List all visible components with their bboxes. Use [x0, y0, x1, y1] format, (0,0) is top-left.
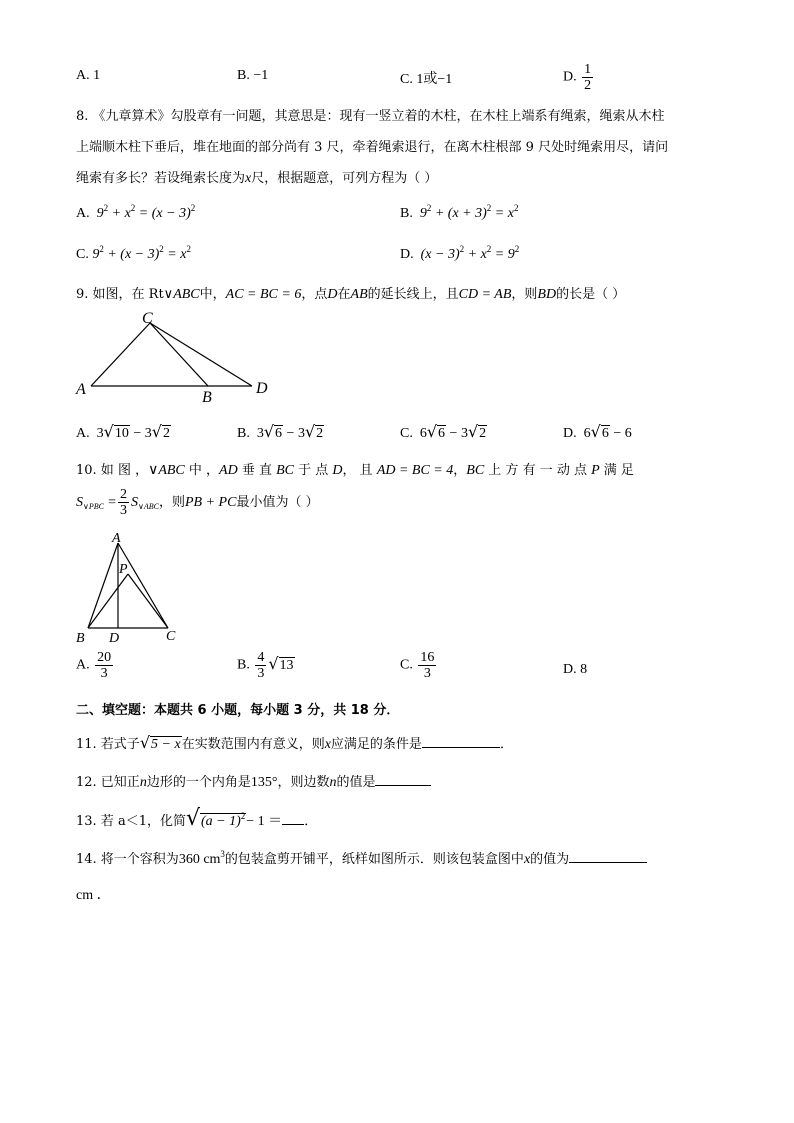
q10-line-ac: [118, 543, 168, 628]
q9-triangle: ABC: [173, 287, 200, 302]
q10-area-abc: [131, 495, 159, 510]
q10-triangle: ∨ABC: [148, 463, 185, 478]
q8-line2: 上端顺木柱下垂后，堆在地面的部分尚有 3 尺，牵着绳索退行，在离木柱根部 9 尺处时绳索用尽，请问: [76, 140, 669, 155]
q9-option-c: [400, 422, 487, 442]
q10-label-c: C: [166, 629, 176, 644]
q9-option-b: [237, 422, 324, 442]
q12-var-n2: n: [329, 775, 337, 790]
q10-point-d: D: [332, 463, 343, 478]
q10-option-c-label: C.: [400, 657, 413, 673]
q10-label-a: A: [112, 531, 121, 546]
q10-stem-line1: [76, 459, 634, 479]
section2-heading: 二、填空题：本题共 6 小题，每小题 3 分，共 18 分．: [76, 703, 400, 718]
q11-end: ．: [499, 737, 513, 752]
q9-line-cd: [150, 323, 252, 386]
q7-option-d-numerator: 1: [584, 62, 592, 77]
q10-s2: S: [131, 495, 139, 510]
q12-post: 的值是: [336, 775, 376, 790]
q8-option-b-label: B.: [400, 206, 413, 221]
q10-post: 满 足: [599, 463, 634, 478]
q10-figure: [72, 527, 192, 649]
q10-segment-ad: AD: [219, 463, 238, 478]
q8-option-b-eq: $9^2 + (x + 3)^2 = x^2$: [419, 203, 519, 221]
q8-option-d-label: D.: [400, 247, 414, 262]
q13-sqrt: $√(a - 1)^2$: [185, 806, 246, 831]
q9-figure: [72, 305, 282, 405]
q10-point-p: P: [591, 463, 600, 478]
q12-angle: 135°: [250, 775, 278, 790]
q9-segment-ab: AB: [350, 287, 368, 302]
q7-option-d: [563, 62, 595, 93]
q7-option-c: C. 1或−1: [400, 72, 453, 87]
q11: [76, 733, 513, 753]
q10-mid5: ，: [453, 463, 467, 478]
q7-option-d-label: D.: [563, 69, 577, 85]
q10-option-b-num: 4: [257, 650, 265, 665]
q9-option-d: [563, 422, 632, 442]
q9-point-d: D: [327, 287, 338, 302]
q10-coef-den: 3: [120, 503, 128, 518]
q10-mid4: ， 且: [342, 463, 377, 478]
q14-line1: [76, 848, 647, 868]
q11-mid: 在实数范围内有意义，则: [181, 737, 325, 752]
q9-line-cb: [150, 323, 208, 386]
q9-stem: [76, 283, 625, 303]
q12-pre: 12. 已知正: [76, 775, 140, 790]
q9-condition2: CD = AB: [458, 287, 512, 302]
q10-pre: 10. 如 图 ，: [76, 463, 149, 478]
q9-line-ac: [91, 323, 150, 386]
q10-line-pc: [128, 574, 168, 628]
q10-label-d: D: [109, 631, 120, 646]
q8-option-d-eq: $(x - 3)^2 + x^2 = 9^2$: [420, 244, 520, 262]
q9-stem-post: 的长是（ ）: [556, 287, 626, 302]
q9-label-a: A: [76, 381, 86, 398]
q10-option-b-radicand: 13: [279, 657, 294, 673]
q10-area-pbc: [76, 495, 104, 510]
q10-option-a-den: 3: [100, 666, 108, 681]
q10-stem-line2: $S_{\vee PBC}$ = $\frac{2}{3}$ $S_{\vee ABC}$，则PB + PC最小值为（ ）: [76, 487, 319, 518]
q12-var-n: n: [139, 775, 147, 790]
q10-condition: AD = BC = 4: [376, 463, 454, 478]
q10-mid1: 中 ，: [184, 463, 220, 478]
q9-option-b-expr: 3√6 − 3√2: [256, 422, 324, 441]
q10-option-a-fraction: [95, 650, 113, 681]
q10-segment-bc2: BC: [466, 463, 485, 478]
q9-stem-mid3: 在: [337, 287, 351, 302]
q14-volume-value: 360 cm: [178, 852, 221, 867]
q9-option-c-expr: 6√6 − 3√2: [419, 422, 487, 441]
q9-option-d-expr: 6√6 − 6: [583, 422, 632, 441]
q11-pre: 11. 若式子: [76, 737, 140, 752]
q9-stem-mid1: 中，: [199, 287, 226, 302]
q8-option-a-label: A.: [76, 206, 90, 221]
q9-label-c: C: [142, 310, 153, 327]
q14-answer-blank[interactable]: [569, 849, 647, 863]
q13-tail: − 1 ＝: [246, 814, 283, 829]
q13-radicand-inner: (a − 1): [201, 814, 241, 829]
q10-s2-sub: ∨ABC: [138, 502, 159, 511]
q10-mid6: 上 方 有 一 动 点: [484, 463, 592, 478]
q10-option-b: [237, 650, 295, 681]
q10-segment-bc: BC: [276, 463, 295, 478]
q12-mid2: ，则边数: [277, 775, 330, 790]
q14-post: 的值为: [530, 852, 570, 867]
q10-option-b-fraction: [255, 650, 266, 681]
q10-label-b: B: [76, 631, 85, 646]
q7-option-d-fraction: [582, 62, 593, 93]
q12: [76, 771, 431, 791]
q10-option-c-fraction: [418, 650, 436, 681]
q11-post: 应满足的条件是: [330, 737, 422, 752]
q14-volume: [178, 849, 225, 867]
q10-mid2: 垂 直: [237, 463, 277, 478]
q9-condition: AC = BC = 6: [225, 287, 302, 302]
q12-answer-blank[interactable]: [375, 772, 431, 786]
q8-option-c-label: C.: [76, 247, 89, 262]
q8-option-a-eq: $9^2 + x^2 = (x - 3)^2$: [96, 203, 196, 221]
q8-option-c-eq: $9^2 + (x - 3)^2 = x^2$: [92, 244, 191, 262]
q14-mid: 的包装盒剪开铺平，纸样如图所示．则该包装盒图中: [224, 852, 524, 867]
q10-option-c-den: 3: [423, 666, 431, 681]
q9-option-d-label: D.: [563, 426, 577, 441]
q10-line-pb: [88, 574, 128, 628]
q10-s1-sub: ∨PBC: [83, 502, 104, 511]
q8-option-d: [400, 244, 519, 263]
q10-option-a-num: 20: [97, 650, 112, 665]
q11-var-x: x: [324, 737, 331, 752]
q8-line1: 8. 《九章算术》勾股章有一问题，其意思是：现有一竖立着的木柱，在木柱上端系有绳索，绳索从木柱: [76, 109, 665, 124]
q9-stem-pre: 9. 如图，在 Rt∨: [76, 287, 174, 302]
q10-option-a: [76, 650, 115, 681]
q10-option-b-label: B.: [237, 657, 250, 673]
q8-option-c: [76, 244, 191, 263]
q9-label-d: D: [256, 380, 268, 397]
q10-line2-post1: ，则: [158, 495, 185, 510]
q13-radicand-exp: 2: [240, 811, 246, 821]
q9-stem-mid4: 的延长线上，且: [367, 287, 459, 302]
q11-sqrt: √5 − x: [139, 733, 181, 752]
q9-option-b-label: B.: [237, 426, 250, 441]
q13-pre: 13. 若 a＜1，化简: [76, 814, 186, 829]
q13-end: ．: [304, 814, 318, 829]
q10-option-a-label: A.: [76, 657, 90, 673]
q12-mid: 边形的一个内角是: [146, 775, 251, 790]
q10-line2-post2: 最小值为（ ）: [236, 495, 319, 510]
q10-expr: PB + PC: [185, 495, 237, 510]
q8-option-a: [76, 203, 195, 222]
q9-label-b: B: [202, 389, 212, 405]
q10-s1: S: [76, 495, 83, 510]
q9-stem-mid2: ，点: [301, 287, 328, 302]
q14-volume-exp: 3: [220, 849, 225, 859]
q8-line3-pre: 绳索有多长？若设绳索长度为: [76, 171, 246, 186]
q8-line3: [76, 167, 437, 187]
q10-option-b-sqrt: √13: [268, 653, 294, 673]
q10-coef-fraction: [118, 487, 129, 518]
q9-option-c-label: C.: [400, 426, 413, 441]
q11-answer-blank[interactable]: [422, 734, 500, 748]
q9-option-a: [76, 422, 171, 442]
q10-option-c-num: 16: [420, 650, 435, 665]
q14-line2: cm ．: [76, 888, 111, 903]
q9-option-a-expr: 3√10 − 3√2: [96, 422, 170, 441]
q13-radicand: [200, 813, 246, 829]
q8-line3-post: 尺，根据题意，可列方程为（ ）: [251, 171, 438, 186]
q9-stem-mid5: ，则: [511, 287, 538, 302]
q9-segment-bd: BD: [537, 287, 557, 302]
q11-radicand: 5 − x: [151, 737, 181, 752]
q10-label-p: P: [119, 562, 128, 577]
q10-option-c: [400, 650, 438, 681]
q14-var-x: x: [523, 852, 531, 867]
q9-option-a-label: A.: [76, 426, 90, 441]
q13-answer-blank[interactable]: [282, 811, 304, 825]
q7-option-b: B. −1: [237, 68, 269, 83]
q10-line-ab: [88, 543, 118, 628]
q10-coef-num: 2: [120, 487, 128, 502]
q8-var-x: x: [245, 171, 252, 186]
q13: [76, 806, 317, 831]
q10-option-d: D. 8: [563, 662, 588, 677]
q7-option-a: A. 1: [76, 68, 101, 83]
q8-option-b: [400, 203, 518, 222]
q10-option-b-den: 3: [257, 666, 265, 681]
q10-mid3: 于 点: [294, 463, 333, 478]
q7-option-d-denominator: 2: [584, 78, 592, 93]
q14-pre: 14. 将一个容积为: [76, 852, 179, 867]
